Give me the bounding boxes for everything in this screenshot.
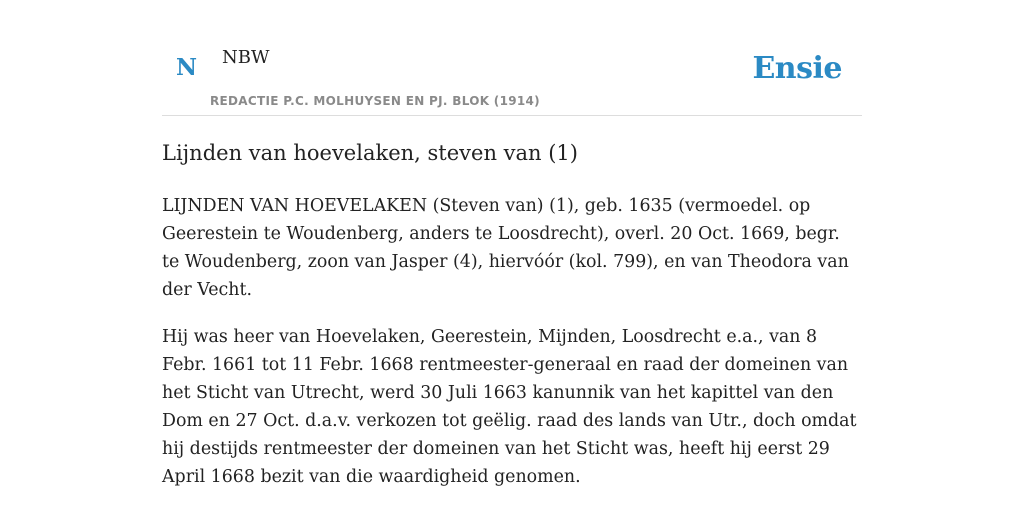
header-divider	[162, 115, 862, 116]
article-paragraph: Hij was heer van Hoevelaken, Geerestein, Mijnden, Loosdrecht e.a., van 8 Febr. 1661 tot 11 Febr. 1668 rentmeester-generaal en raad der domeinen van het Sticht van Utrecht, werd 30 Juli 1663 kanunnik van het kapittel van den Dom en 27 Oct. d.a.v. verkozen tot geëlig. raad des lands van Utr., doch omdat hij destijds rentmeester der domeinen van het Sticht was, heeft hij eerst 29 April 1668 bezit van die waardigheid genomen.	[162, 327, 857, 487]
source-name[interactable]: NBW	[222, 47, 270, 68]
editors-credit: REDACTIE P.C. MOLHUYSEN EN PJ. BLOK (1914)	[210, 94, 540, 108]
article-paragraph: LIJNDEN VAN HOEVELAKEN (Steven van) (1), geb. 1635 (vermoedel. op Geerestein te Woudenberg, anders te Loosdrecht), overl. 20 Oct. 1669, begr. te Woudenberg, zoon van Jasper (4), hiervóór (kol. 799), en van Theodora van der Vecht.	[162, 196, 849, 300]
source-logo[interactable]: N	[176, 54, 198, 81]
brand-logo[interactable]: Ensie	[752, 51, 842, 86]
article-body	[162, 192, 862, 510]
article-title: Lijnden van hoevelaken, steven van (1)	[162, 141, 578, 165]
